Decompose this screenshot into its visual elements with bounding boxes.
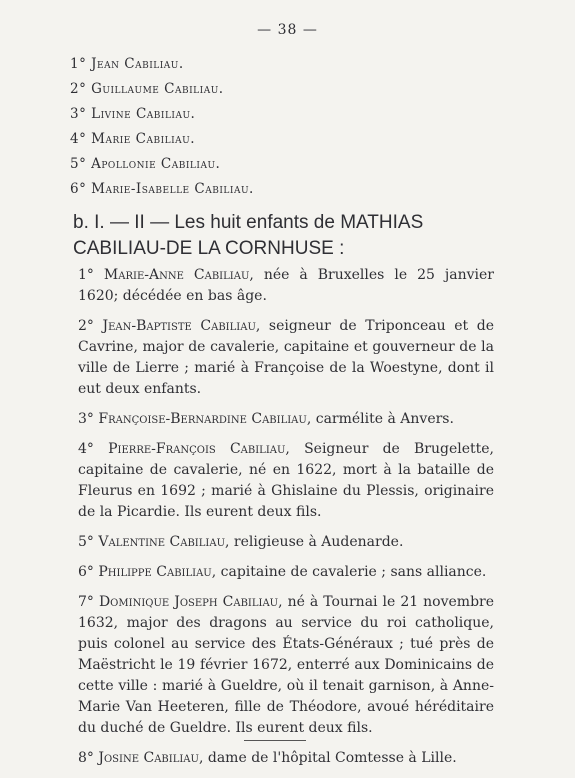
entry-paragraph [78,748,494,769]
entry-name: Marie-Anne Cabiliau [103,267,250,283]
entry-name: Valentine Cabiliau [98,534,225,550]
entry-number: 5° [78,534,94,550]
entry-text: , dame de l'hôpital Comtesse à Lille. [198,750,457,766]
entry-number: 8° [78,750,94,766]
entry-text: , religieuse à Audenarde. [225,534,404,550]
list-item: 6° Marie-Isabelle Cabiliau. [70,181,254,197]
entry-name: Jean-Baptiste Cabiliau [102,318,256,334]
children-list [70,52,254,202]
entry-text: , seigneur de Triponceau et de Cavrine, major de cavalerie, capitaine et gouverneur de la ville de Lierre ; marié à Françoise de la Woestyne, dont il eut deux enfants. [78,318,494,397]
entry-number: 3° [78,411,94,427]
end-rule [244,740,306,741]
entry-text: , Seigneur de Brugelette, capitaine de cavalerie, né en 1622, mort à la bataille de Fleurus en 1692 ; marié à Ghislaine du Plessis, originaire de la Picardie. Ils eurent deux fils. [78,441,495,520]
entry-paragraph [78,592,494,739]
entry-name: Françoise-Bernardine Cabiliau [98,411,307,427]
entry-paragraph [78,316,494,400]
entry-text: , carmélite à Anvers. [306,411,454,427]
entry-number: 2° [78,318,94,334]
list-item: 5° Apollonie Cabiliau. [70,156,221,172]
entry-text: , capitaine de cavalerie ; sans alliance. [211,564,487,580]
list-item: 3° Livine Cabiliau. [70,106,196,122]
entry-number: 4° [78,441,94,457]
entry-paragraph [78,532,494,553]
list-item: 4° Marie Cabiliau. [70,131,196,147]
entry-name: Pierre-François Cabiliau [108,441,286,457]
entry-name: Josine Cabiliau [98,750,199,766]
entry-number: 1° [78,267,94,283]
section-heading: b. I. — II — Les huit enfants de MATHIAS CABILIAU-DE LA CORNHUSE : [73,212,424,259]
page-number: — 38 — [257,22,318,38]
entry-text: , né à Tournai le 21 novembre 1632, major des dragons au service du roi catholique, puis colonel au service des États-Généraux ; tué près de Maëstricht le 19 février 1672, enterré aux Dominicains de cette ville : marié à Gueldre, où il tenait garnison, à Anne-Marie Van Heeteren, fille de Théodore, avoué héréditaire du duché de Gueldre. Ils eurent deux fils. [78,594,495,736]
entry-paragraph [78,265,494,307]
entry-name: Dominique Joseph Cabiliau [98,594,279,610]
entries-list [78,265,494,778]
entry-name: Philippe Cabiliau [98,564,212,580]
entry-number: 6° [78,564,94,580]
list-item: 2° Guillaume Cabiliau. [70,81,224,97]
entry-paragraph [78,562,494,583]
entry-paragraph [78,439,494,523]
entry-text: , née à Bruxelles le 25 janvier 1620; décédée en bas âge. [78,267,494,304]
entry-number: 7° [78,594,94,610]
entry-paragraph [78,409,494,430]
list-item: 1° Jean Cabiliau. [70,56,184,72]
